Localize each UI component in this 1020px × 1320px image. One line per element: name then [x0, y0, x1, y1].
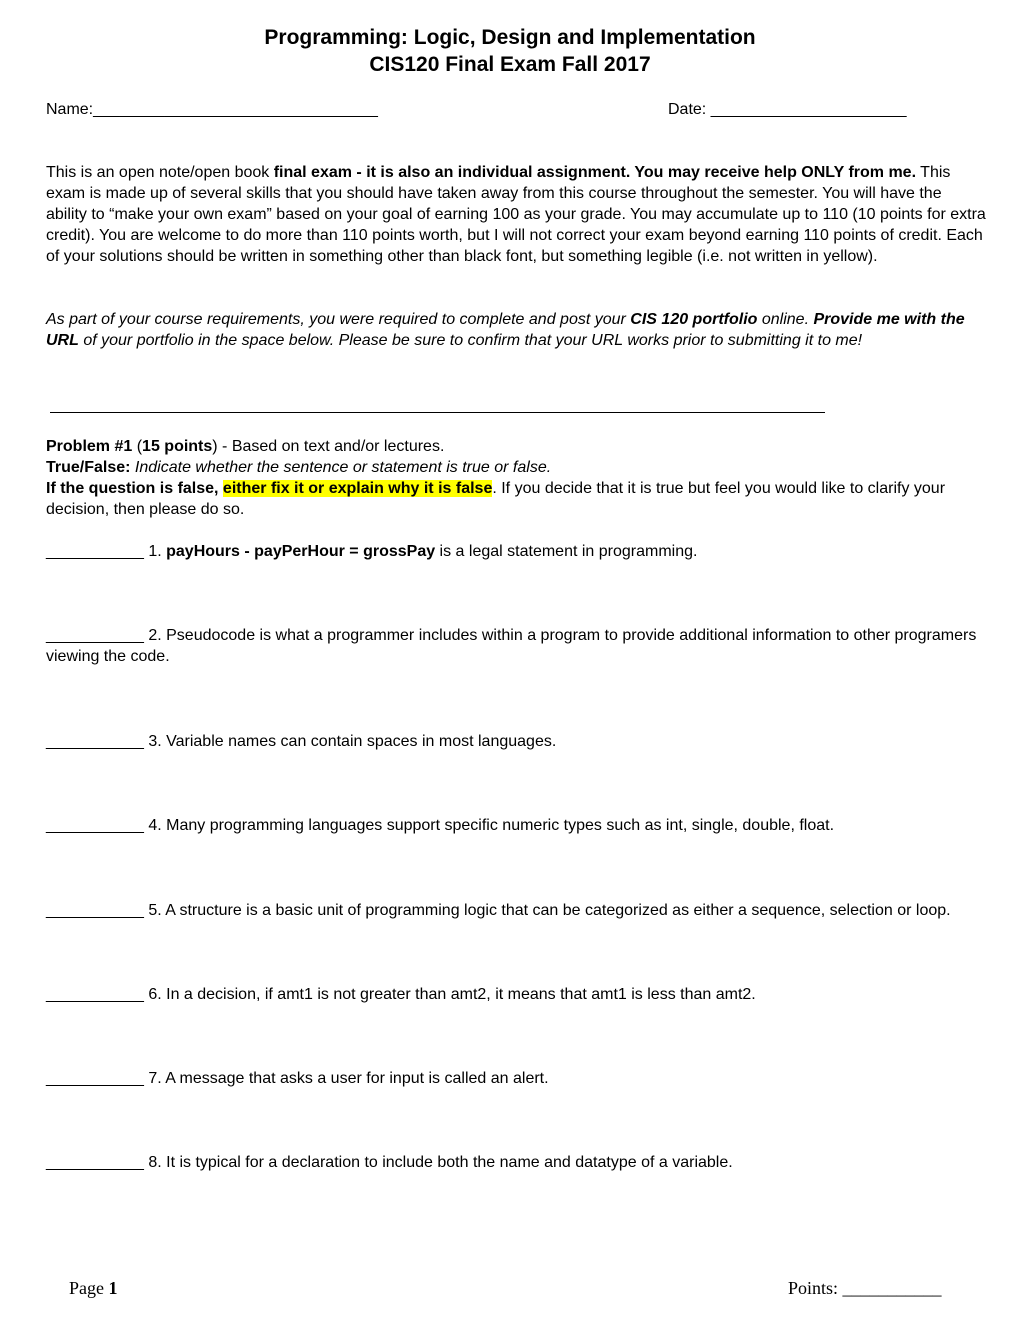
- date-label: Date:: [668, 101, 707, 118]
- intro-bold-notice: final exam - it is also an individual assignment. You may receive help ONLY from me.: [273, 164, 917, 181]
- answer-blank-3[interactable]: ___________: [46, 733, 144, 750]
- question-1: ___________ 1. payHours - payPerHour = grossPay is a legal statement in programming.: [46, 543, 698, 560]
- points-blank[interactable]: ___________: [842, 1278, 942, 1298]
- exam-subtitle: CIS120 Final Exam Fall 2017: [369, 53, 651, 76]
- question-5: ___________ 5. A structure is a basic unit of programming logic that can be categorized as either a sequence, selection or loop.: [46, 902, 951, 919]
- question-6: ___________ 6. In a decision, if amt1 is not greater than amt2, it means that amt1 is less than amt2.: [46, 986, 756, 1003]
- points-label: Points:: [788, 1278, 843, 1298]
- portfolio-paragraph: As part of your course requirements, you were required to complete and post your CIS 120 portfolio online. Provide me with the URL of your portfolio in the space below. Please be sure to confirm that your URL works prior to submitting it to me!: [46, 311, 965, 349]
- tf-label: True/False:: [46, 459, 131, 476]
- answer-blank-2[interactable]: ___________: [46, 627, 144, 644]
- answer-blank-5[interactable]: ___________: [46, 902, 144, 919]
- page-number: Page 1: [69, 1278, 118, 1298]
- problem-number: Problem #1: [46, 438, 133, 455]
- question-7: ___________ 7. A message that asks a user for input is called an alert.: [46, 1070, 549, 1087]
- true-false-instruction: True/False: Indicate whether the sentence or statement is true or false.: [46, 459, 552, 476]
- points-field: [788, 1277, 942, 1299]
- answer-blank-1[interactable]: ___________: [46, 543, 144, 560]
- question-8: ___________ 8. It is typical for a declaration to include both the name and datatype of a variable.: [46, 1154, 733, 1171]
- false-instruction: If the question is false, either fix it or explain why it is false. If you decide that it is true but feel you would like to clarify your decision, then please do so.: [46, 480, 946, 518]
- date-blank[interactable]: ______________________: [710, 101, 907, 118]
- name-blank[interactable]: ________________________________: [93, 101, 378, 118]
- intro-paragraph: This is an open note/open book final exam - it is also an individual assignment. You may receive help ONLY from me. This exam is made up of several skills that you should have taken away from this course throughout the semester. You will have the ability to “make your own exam” based on your goal of earning 100 as your grade. You may accumulate up to 110 (10 points for extra credit). You are welcome to do more than 110 points worth, but I will not correct your exam beyond earning 110 points of credit. Each of your solutions should be written in something other than black font, but something legible (i.e. not written in yellow).: [46, 164, 986, 265]
- name-label: Name:: [46, 101, 94, 118]
- date-field[interactable]: [668, 99, 906, 120]
- problem-points: 15 points: [142, 438, 213, 455]
- problem-heading: Problem #1 (15 points) - Based on text and/or lectures.: [46, 438, 445, 455]
- question-3: ___________ 3. Variable names can contain spaces in most languages.: [46, 733, 557, 750]
- portfolio-url-line[interactable]: [50, 412, 825, 413]
- answer-blank-6[interactable]: ___________: [46, 986, 144, 1003]
- url-request: Provide me with the URL: [46, 311, 965, 349]
- highlighted-instruction: either fix it or explain why it is false: [222, 480, 493, 497]
- question-2: ___________ 2. Pseudocode is what a programmer includes within a program to provide additional information to other programers viewing the code.: [46, 627, 977, 665]
- name-field[interactable]: [46, 99, 378, 120]
- answer-blank-8[interactable]: ___________: [46, 1154, 144, 1171]
- portfolio-name: CIS 120 portfolio: [630, 311, 758, 328]
- answer-blank-7[interactable]: ___________: [46, 1070, 144, 1087]
- question-4: ___________ 4. Many programming languages support specific numeric types such as int, single, double, float.: [46, 817, 835, 834]
- code-statement: payHours - payPerHour = grossPay: [166, 543, 436, 560]
- answer-blank-4[interactable]: ___________: [46, 817, 144, 834]
- exam-title: Programming: Logic, Design and Implementation: [264, 26, 756, 49]
